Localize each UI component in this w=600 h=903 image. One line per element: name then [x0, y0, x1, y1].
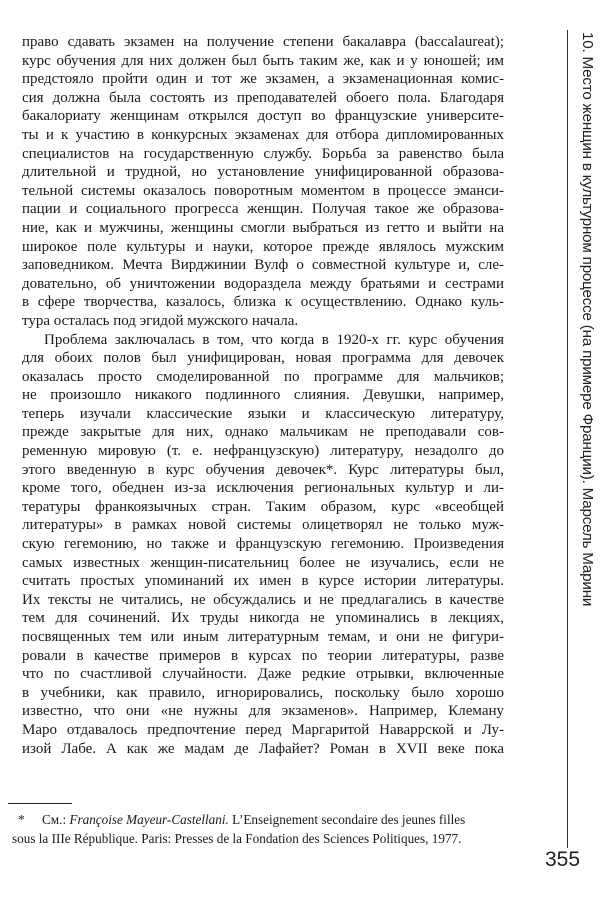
text-line: Их тексты не читались, не обсуждались и не предлагались в качестве [22, 591, 504, 608]
text-line: длительной и трудной, но установление унифицированной образова- [22, 164, 504, 181]
text-line: ты и к участию в конкурсных экзаменах для отбора дипломированных [22, 126, 504, 143]
text-line: считать простых упоминаний их имен в курсе истории литературы. [22, 573, 504, 590]
text-line: что по счастливой случайности. Даже редкие отрывки, включенные [22, 666, 504, 683]
text-line: для обоих полов был унифицирован, новая программа для девочек [22, 350, 504, 367]
body-text [22, 33, 504, 758]
footnote-line-2: sous la IIIe République. Paris: Presses de la Fondation des Sciences Politiques, 1977. [12, 831, 462, 846]
text-line: предстояло пройти один и тот же экзамен, а экзаменационная комис- [22, 71, 504, 88]
footnote-title: L’Enseignement secondaire des jeunes filles [228, 812, 466, 827]
text-line: право сдавать экзамен на получение степени бакалавра (baccalaureat); [22, 34, 504, 50]
footnote-line-1 [12, 810, 500, 829]
text-line: изой Лабе. А как же мадам де Лафайет? Роман в XVII веке пока [22, 740, 504, 757]
text-line: курс обучения для них должен был быть таким же, как и у юношей; им [22, 52, 504, 69]
text-line: широкое поле культуры и науки, которое прежде являлось мужским [22, 238, 504, 255]
text-line: литературы» в рамках новой системы олицетворял не только муж- [22, 517, 504, 534]
text-line: сия должна была состоять из преподавателей обоего пола. Благодаря [22, 89, 504, 106]
text-line: ременную мировую (т. е. нефранцузскую) литературу, незадолго до [22, 443, 504, 460]
text-line: не произошло никакого подлинного слияния. Девушки, например, [22, 387, 504, 404]
running-head: 10. Место женщин в культурном процессе (на примере Франции). Марсель Марини [579, 32, 596, 607]
text-line: тельной системы оказалось поворотным моментом в процессе эманси- [22, 182, 504, 199]
text-line: специалистов на государственную службу. Борьба за равенство была [22, 145, 504, 162]
text-line: самых известных женщин-писательниц более не изучались, если не [22, 554, 504, 571]
text-line: теперь изучали классические языки и классическую литературу, [22, 405, 504, 422]
text-line: тем для сочинений. Их труды никогда не упоминались в лекциях, [22, 610, 504, 627]
page-number: 355 [545, 848, 581, 871]
text-line: ровали в качестве примеров в курсах по теории литературы, разве [22, 647, 504, 664]
text-line: посвященных тем или иным литературным темам, и они не фигури- [22, 629, 504, 645]
text-line: тературы франкоязычных стран. Таким образом, курс «всеобщей [22, 498, 504, 515]
text-line: довательно, об уничтожении водораздела между братьями и сестрами [22, 275, 504, 292]
footnote-separator [8, 803, 72, 804]
footnote [12, 810, 500, 848]
text-line: оказалась просто смоделированной по программе для мальчиков; [22, 368, 504, 385]
footnote-marker: * [18, 812, 25, 827]
text-line: кроме того, обеднен из-за исключения региональных культур и ли- [22, 480, 504, 497]
text-line: заповедником. Мечта Вирджинии Вулф о совместной культуре и, сле- [22, 257, 504, 274]
text-line: пации и социального прогресса женщин. Получая такое же образова- [22, 201, 504, 218]
text-line: ние, как и мужчины, женщины смогли выбраться из гетто и выйти на [22, 219, 504, 236]
margin-rule [567, 30, 568, 848]
text-line: в сфере творчества, казалось, близка к осуществлению. Однако куль- [22, 294, 504, 311]
text-line: скую гегемонию, но также и французскую гегемонию. Произведения [22, 536, 504, 553]
footnote-prefix: См.: [42, 812, 70, 827]
text-line: тура осталась под эгидой мужского начала. [22, 312, 299, 329]
text-line: известно, что они «не нужны для экзаменов». Например, Клеману [22, 703, 504, 720]
text-line: Проблема заключалась в том, что когда в 1920-х гг. курс обучения [44, 331, 504, 348]
footnote-author: Françoise Mayeur-Castellani. [69, 812, 229, 827]
text-line: бакалориату женщинам открылся доступ во французские университе- [22, 108, 504, 125]
text-line: прежде закрытые для них, однако мальчикам не преподавали сов- [22, 424, 504, 441]
text-line: этого введенную в курс обучения девочек*. Курс литературы был, [22, 461, 504, 478]
text-line: Маро отдавалось предпочтение перед Маргаритой Наваррской и Лу- [22, 721, 504, 738]
text-line: в учебники, как правило, игнорировались, поскольку было хорошо [22, 684, 504, 701]
